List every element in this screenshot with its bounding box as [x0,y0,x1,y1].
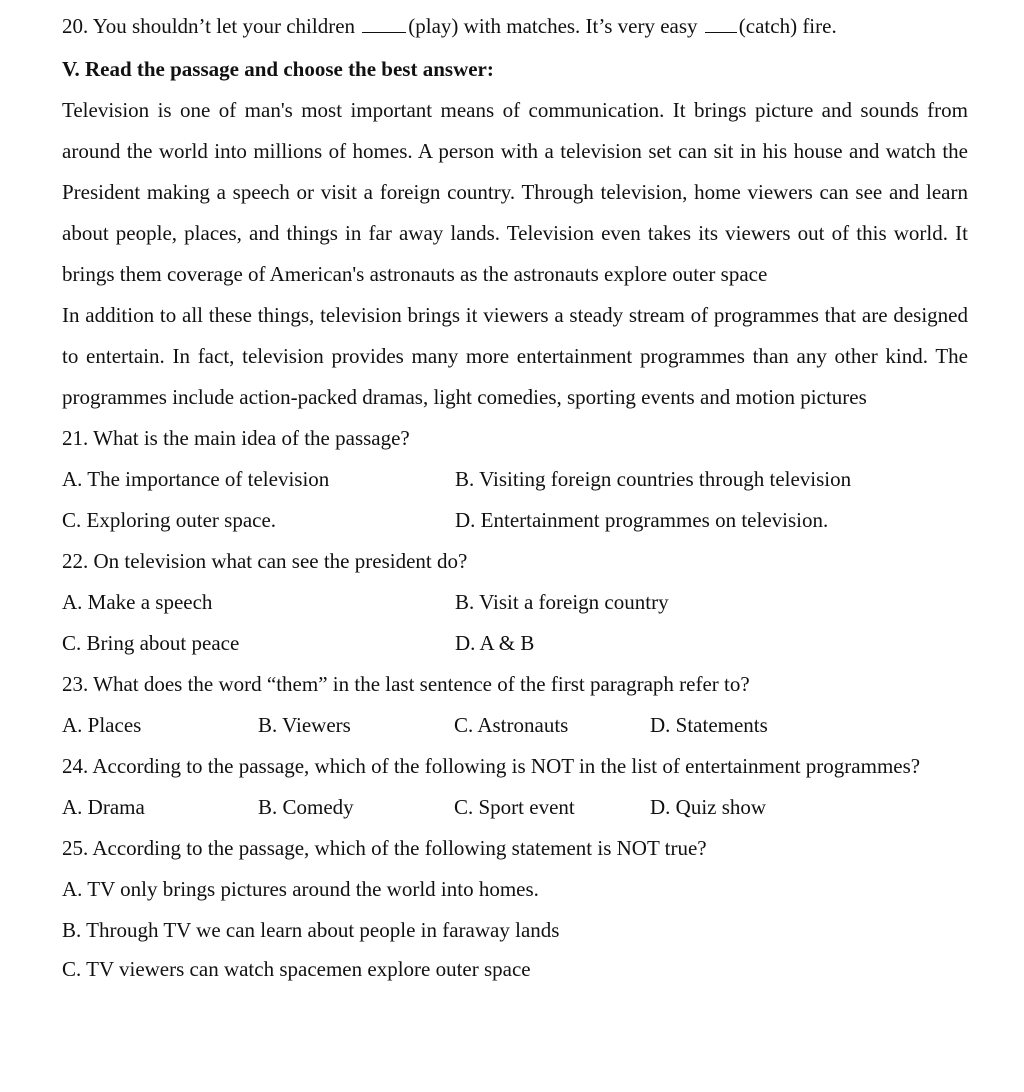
q20-text-1: 20. You shouldn’t let your children [62,14,361,38]
passage-paragraph-2: In addition to all these things, television brings it viewers a steady stream of programmes that are designed to entertain. In fact, television provides many more entertainment programmes than any other kind. The programmes include action-packed dramas, light comedies, sporting events and motion pictures [62,303,968,409]
options-row-21a [62,459,968,500]
section-heading: V. Read the passage and choose the best answer: [62,57,494,81]
option-21-a[interactable]: A. The importance of television [62,467,330,491]
options-row-21b [62,500,968,541]
option-24-a[interactable]: A. Drama [62,795,145,819]
question-20 [62,6,968,47]
q20-text-3: (catch) fire. [738,14,837,38]
q20-blank-1[interactable] [362,32,406,33]
option-25-c[interactable]: C. TV viewers can watch spacemen explore outer space [62,957,531,981]
option-23-d[interactable]: D. Statements [650,713,768,737]
options-row-24 [62,787,968,828]
options-row-23 [62,705,968,746]
option-23-a[interactable]: A. Places [62,713,142,737]
q20-text-2: (play) with matches. It’s very easy [408,14,703,38]
options-row-22b [62,623,968,664]
q20-blank-2[interactable] [705,32,737,33]
option-22-b[interactable]: B. Visit a foreign country [455,590,669,614]
question-stem-22: 22. On television what can see the president do? [62,549,468,573]
option-22-c[interactable]: C. Bring about peace [62,631,240,655]
option-24-b[interactable]: B. Comedy [258,795,354,819]
question-stem-24: 24. According to the passage, which of the following is NOT in the list of entertainment programmes? [62,754,921,778]
option-21-b[interactable]: B. Visiting foreign countries through television [455,467,852,491]
option-23-b[interactable]: B. Viewers [258,713,351,737]
options-row-22a [62,582,968,623]
option-21-d[interactable]: D. Entertainment programmes on television. [455,508,829,532]
option-24-c[interactable]: C. Sport event [454,795,575,819]
option-24-d[interactable]: D. Quiz show [650,795,767,819]
option-22-d[interactable]: D. A & B [455,631,535,655]
passage-paragraph-1: Television is one of man's most important means of communication. It brings picture and sounds from around the world into millions of homes. A person with a television set can sit in his house and watch the President making a speech or visit a foreign country. Through television, home viewers can see and learn about people, places, and things in far away lands. Television even takes its viewers out of this world. It brings them coverage of American's astronauts as the astronauts explore outer space [62,98,968,286]
question-stem-25: 25. According to the passage, which of the following statement is NOT true? [62,836,707,860]
option-21-c[interactable]: C. Exploring outer space. [62,508,277,532]
question-stem-23: 23. What does the word “them” in the last sentence of the first paragraph refer to? [62,672,750,696]
option-23-c[interactable]: C. Astronauts [454,713,569,737]
option-25-a[interactable]: A. TV only brings pictures around the world into homes. [62,877,539,901]
question-stem-21: 21. What is the main idea of the passage? [62,426,410,450]
option-25-b[interactable]: B. Through TV we can learn about people in faraway lands [62,918,560,942]
option-22-a[interactable]: A. Make a speech [62,590,213,614]
